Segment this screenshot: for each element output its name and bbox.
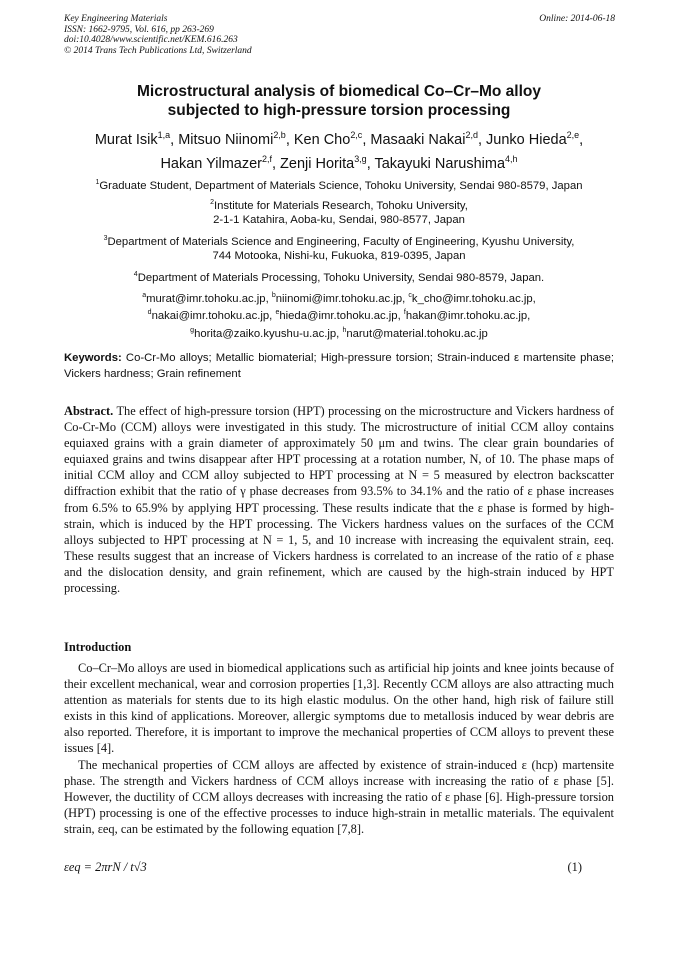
affiliation-3 <box>40 232 638 263</box>
online-date: Online: 2014-06-18 <box>539 14 615 24</box>
affiliation-4 <box>40 268 638 285</box>
title-line-1: Microstructural analysis of biomedical Co–Cr–Mo alloy <box>137 83 541 100</box>
email-sup: c <box>408 292 412 299</box>
author-list: Murat Isik$^{1,a}$, Mitsuo Niinomi$^{2,b}$, Ken Cho$^{2,c}$, Masaaki Nakai$^{2,d}$, Junko Hieda$^{2,e}$, Hakan Yilmazer$^{2,f}$, Zenji Horita$^{3,g}$, Takayuki Narushima$^{4,h}$ <box>94 130 584 172</box>
copyright-line: © 2014 Trans Tech Publications Ltd, Switzerland <box>64 45 252 56</box>
author-sup: 2,b <box>273 130 286 140</box>
author-name: Ken Cho <box>293 131 351 148</box>
affiliation-text: Department of Materials Science and Engineering, Faculty of Engineering, Kyushu University, <box>107 235 575 248</box>
author-name: Murat Isik <box>94 131 158 148</box>
author-name: Mitsuo Niinomi <box>178 131 274 148</box>
doi-line: doi:10.4028/www.scientific.net/KEM.616.263 <box>64 35 238 46</box>
abstract-text: The effect of high-pressure torsion (HPT) processing on the microstructure and Vickers hardness of Co-Cr-Mo (CCM) alloys were investigated in this study. The microstructure of initial CCM alloy contains equiaxed grains with a grain diameter of approximately 50 μm and twins. The clear grain boundaries of equiaxed grains and twins disappear after HPT processing at a rotation number, N, of 10. The phase maps of initial CCM alloy and CCM alloy subjected to HPT processing at N = 5 measured by electron backscatter diffraction exhibit that the ratio of γ phase decreases from 93.5% to 34.1% and the ratio of ε phase increases from 6.5% to 65.9% by applying HPT processing. These results indicate that the ε phase is formed by high-strain, which is induced by the HPT processing. The Vickers hardness values on the surfaces of the CCM alloys subjected to HPT processing at N = 1, 5, and 10 increase with increasing the equivalent strain, εeq. These results suggest that an increase of Vickers hardness is correlated to an increase of the ratio of ε phase and the dislocation density, and grain refinement, which are caused by the high-strain induced by HPT processing. <box>64 404 615 596</box>
affiliation-sup: 2 <box>210 199 215 206</box>
author-sup: 2,c <box>350 130 363 140</box>
keywords-text: Co-Cr-Mo alloys; Metallic biomaterial; High-pressure torsion; Strain-induced ε martensite phase; Vickers hardness; Grain refinement <box>64 352 614 380</box>
equation-number: (1) <box>567 860 582 874</box>
title-line-2: subjected to high-pressure torsion processing <box>167 102 511 119</box>
affiliation-address: 744 Motooka, Nishi-ku, Fukuoka, 819-0395, Japan <box>212 249 466 262</box>
email-sup: b <box>271 292 276 299</box>
email-link[interactable]: narut@material.tohoku.ac.jp <box>346 327 488 340</box>
author-sup: 4,h <box>505 153 518 164</box>
author-name: Takayuki Narushima <box>374 155 506 172</box>
author-name: Junko Hieda <box>486 131 567 148</box>
affiliation-sup: 4 <box>133 271 138 278</box>
affiliation-text: Graduate Student, Department of Materials Science, Tohoku University, Sendai 980-8579, Japan <box>99 179 583 192</box>
author-name: Masaaki Nakai <box>370 131 466 148</box>
author-name: Zenji Horita <box>280 155 355 172</box>
abstract-label: Abstract. <box>64 404 114 418</box>
intro-paragraph-2: The mechanical properties of CCM alloys are affected by existence of strain-induced ε (hcp) martensite phase. The strength and Vickers hardness of CCM alloys increase with increasing the ratio of ε phase [5]. However, the ductility of CCM alloys decreases with increasing the ratio of ε phase [6]. High-pressure torsion (HPT) processing is one of the effective processes to induce high-strain in metallic materials. The equivalent strain, εeq, can be estimated by the following equation [7,8]. <box>64 758 614 837</box>
paper-title <box>0 82 678 120</box>
email-link[interactable]: niinomi@imr.tohoku.ac.jp, <box>275 292 406 305</box>
affiliation-2 <box>40 196 638 227</box>
author-sup: 2,f <box>261 153 272 164</box>
intro-paragraph-1: Co–Cr–Mo alloys are used in biomedical applications such as artificial hip joints and knee joints because of their excellent mechanical, wear and corrosion properties [1,3]. Recently CCM alloys are also attracting much attention as materials for stents due to its high elastic modulus. On the other hand, high risk of failure still exists in this kind of applications. Moreover, allergic symptoms due to metallosis induced by wear debris are also reported. Therefore, it is important to improve the mechanical properties of CCM alloys to prevent these issues [4]. <box>64 661 614 756</box>
email-link[interactable]: nakai@imr.tohoku.ac.jp, <box>151 310 273 323</box>
affiliation-text: Institute for Materials Research, Tohoku University, <box>214 199 468 212</box>
abstract-block <box>64 403 614 596</box>
email-sup: e <box>275 309 280 317</box>
author-sup: 1,a <box>157 130 171 140</box>
author-sup: 2,e <box>566 130 580 140</box>
affiliation-sup: 1 <box>95 179 100 186</box>
keywords-label: Keywords: <box>64 352 122 364</box>
email-sup: a <box>142 292 147 299</box>
email-list <box>40 289 638 341</box>
equation-1: εeq = 2πrN / t√3 <box>64 860 147 874</box>
email-sup: h <box>342 326 347 334</box>
email-link[interactable]: k_cho@imr.tohoku.ac.jp, <box>411 292 536 305</box>
email-sup: g <box>190 326 195 334</box>
journal-header <box>64 14 252 56</box>
keywords-block <box>64 351 614 382</box>
affiliation-sup: 3 <box>103 235 108 242</box>
section-heading-introduction: Introduction <box>64 640 132 654</box>
email-link[interactable]: murat@imr.tohoku.ac.jp, <box>146 292 269 305</box>
affiliation-address: 2-1-1 Katahira, Aoba-ku, Sendai, 980-8577, Japan <box>213 213 465 226</box>
author-name: Hakan Yilmazer <box>160 155 262 172</box>
affiliation-1 <box>40 176 638 193</box>
email-sup: f <box>403 309 406 317</box>
issn-line: ISSN: 1662-9795, Vol. 616, pp 263-269 <box>64 24 214 35</box>
journal-name: Key Engineering Materials <box>64 14 168 24</box>
author-sup: 2,d <box>465 130 478 140</box>
author-sup: 3,g <box>354 153 367 164</box>
email-link[interactable]: horita@zaiko.kyushu-u.ac.jp, <box>194 327 340 340</box>
email-link[interactable]: hakan@imr.tohoku.ac.jp, <box>405 310 531 323</box>
email-link[interactable]: hieda@imr.tohoku.ac.jp, <box>279 310 401 323</box>
email-sup: d <box>147 309 152 317</box>
affiliation-text: Department of Materials Processing, Tohoku University, Sendai 980-8579, Japan. <box>137 271 545 284</box>
